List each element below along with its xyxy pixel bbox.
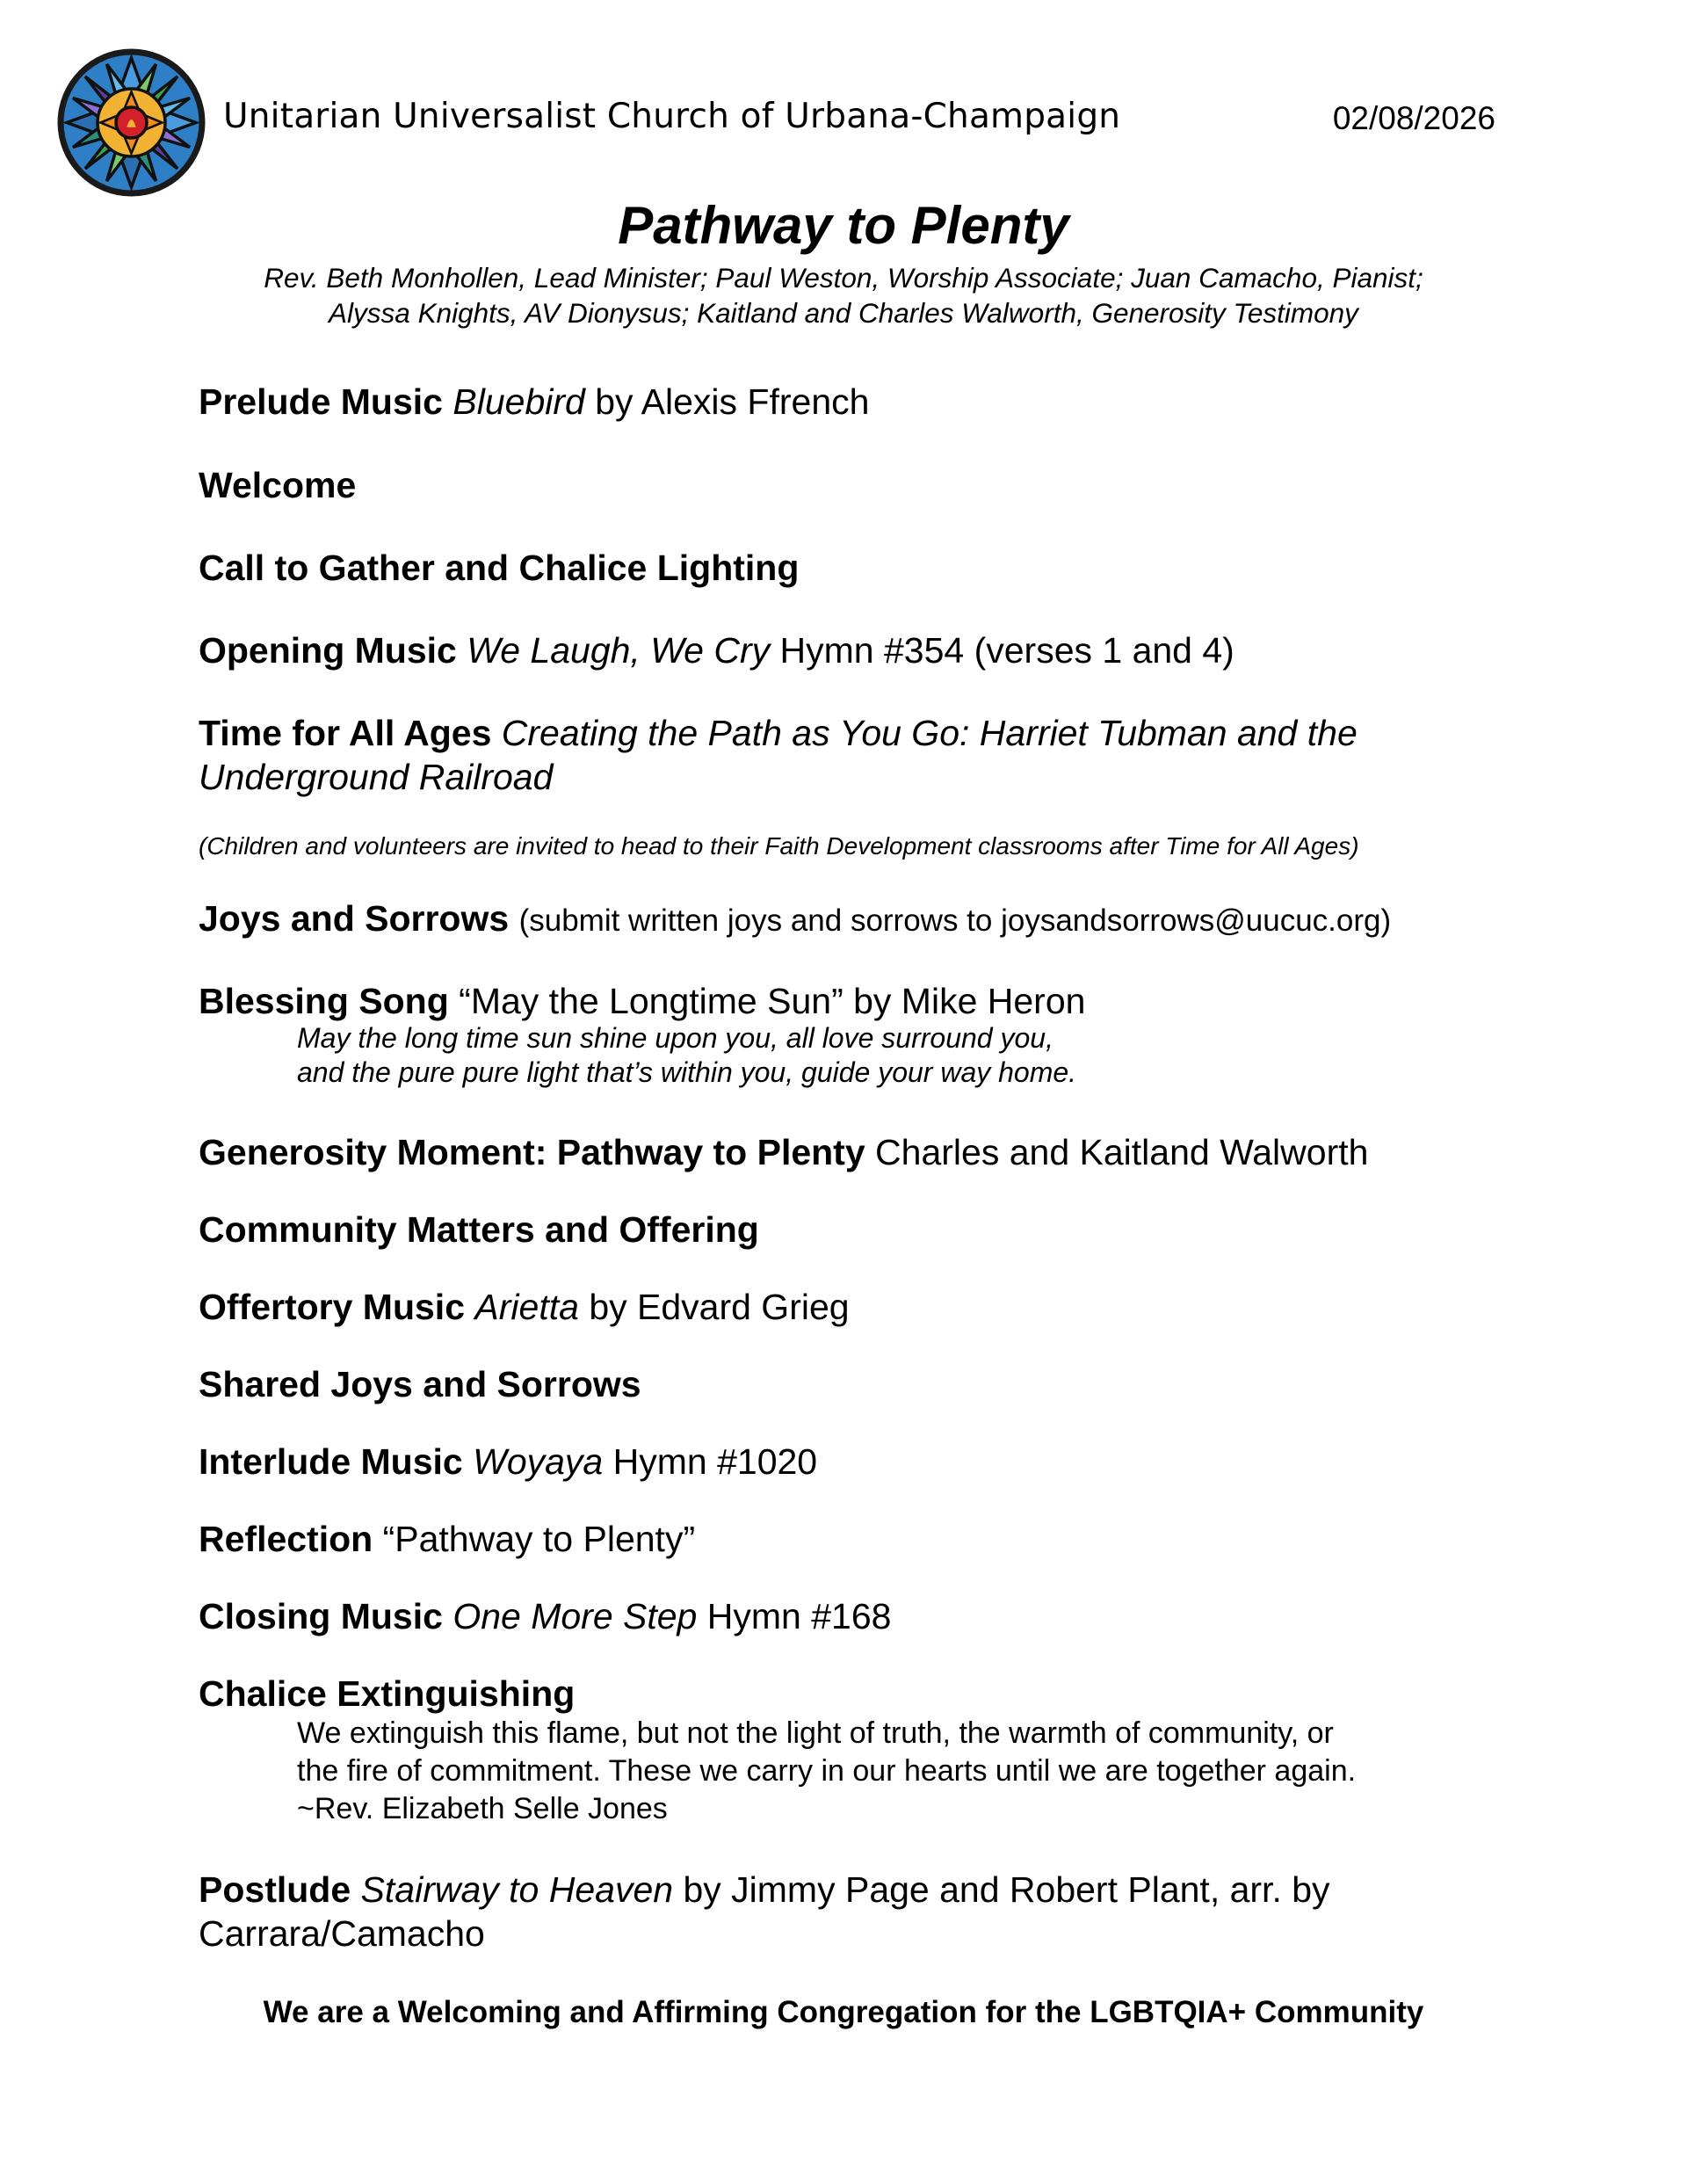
piece-detail: Hymn #168 — [706, 1596, 892, 1636]
item-label: Chalice Extinguishing — [199, 1673, 576, 1714]
item-label: Generosity Moment: Pathway to Plenty — [199, 1132, 865, 1172]
time-for-all-ages-item — [199, 711, 1499, 799]
credits-line-1: Rev. Beth Monhollen, Lead Minister; Paul Weston, Worship Associate; Juan Camacho, Pianist; — [264, 262, 1423, 294]
item-label: Community Matters and Offering — [199, 1209, 759, 1250]
joys-instructions: (submit written joys and sorrows to joysandsorrows@uucuc.org) — [518, 903, 1392, 938]
item-label: Joys and Sorrows — [199, 898, 510, 939]
item-label: Blessing Song — [199, 981, 449, 1021]
blessing-song-item — [199, 979, 1499, 1023]
piece-title: Woyaya — [473, 1441, 604, 1482]
piece-detail: by Alexis Ffrench — [595, 381, 870, 422]
piece-detail: by Edvard Grieg — [589, 1287, 850, 1327]
piece-title: Stairway to Heaven — [360, 1869, 674, 1910]
church-name: Unitarian Universalist Church of Urbana-Champaign — [223, 97, 1121, 136]
closing-music-item — [199, 1594, 1499, 1638]
piece-title: Arietta — [474, 1287, 579, 1327]
item-label: Closing Music — [199, 1596, 443, 1636]
community-matters-item — [199, 1208, 1499, 1252]
blessing-lyrics — [297, 1021, 1510, 1090]
item-label: Shared Joys and Sorrows — [199, 1364, 641, 1404]
prelude-item — [199, 380, 1499, 424]
church-logo-icon — [54, 46, 208, 200]
item-label: Opening Music — [199, 630, 457, 671]
chalice-extinguishing-item — [199, 1672, 1499, 1716]
words-line-2: the fire of commitment. These we carry in our hearts until we are together again. — [297, 1754, 1357, 1788]
postlude-item — [199, 1868, 1499, 1955]
words-attribution: ~Rev. Elizabeth Selle Jones — [297, 1792, 668, 1825]
welcoming-statement: We are a Welcoming and Affirming Congregation for the LGBTQIA+ Community — [263, 1995, 1424, 2029]
children-note: (Children and volunteers are invited to head to their Faith Development classrooms after Time for All Ages) — [199, 832, 1359, 860]
item-label: Welcome — [199, 465, 357, 505]
piece-detail-line-1: by Jimmy Page and Robert Plant, arr. by — [683, 1869, 1330, 1910]
item-label: Call to Gather and Chalice Lighting — [199, 548, 800, 588]
welcome-item — [199, 463, 1499, 507]
words-line-1: We extinguish this flame, but not the light of truth, the warmth of community, or — [297, 1716, 1334, 1750]
item-label: Reflection — [199, 1519, 373, 1559]
piece-detail: Hymn #354 (verses 1 and 4) — [779, 630, 1234, 671]
item-label: Offertory Music — [199, 1287, 465, 1327]
presenters: Charles and Kaitland Walworth — [875, 1132, 1369, 1172]
service-date: 02/08/2026 — [1332, 100, 1495, 136]
reflection-item — [199, 1517, 1499, 1561]
item-label: Prelude Music — [199, 381, 443, 422]
interlude-music-item — [199, 1440, 1499, 1484]
lyric-line-2: and the pure pure light that’s within you, guide your way home. — [297, 1056, 1077, 1088]
story-title-line-1: Creating the Path as You Go: Harriet Tubman and the — [501, 713, 1358, 753]
piece-detail: Hymn #1020 — [612, 1441, 818, 1482]
opening-music-item — [199, 628, 1499, 672]
service-credits — [0, 260, 1687, 330]
joys-and-sorrows-item — [199, 896, 1499, 943]
piece-title: We Laugh, We Cry — [467, 630, 771, 671]
shared-joys-item — [199, 1362, 1499, 1406]
story-title-line-2: Underground Railroad — [199, 757, 554, 797]
page-title: Pathway to Plenty — [618, 196, 1069, 255]
credits-line-2: Alyssa Knights, AV Dionysus; Kaitland and Charles Walworth, Generosity Testimony — [329, 297, 1358, 329]
item-label: Postlude — [199, 1869, 351, 1910]
piece-detail: “May the Longtime Sun” by Mike Heron — [459, 981, 1086, 1021]
piece-detail-line-2: Carrara/Camacho — [199, 1913, 485, 1954]
piece-title: Bluebird — [453, 381, 585, 422]
item-label: Time for All Ages — [199, 713, 492, 753]
offertory-music-item — [199, 1285, 1499, 1329]
piece-title: One More Step — [453, 1596, 698, 1636]
item-label: Interlude Music — [199, 1441, 463, 1482]
reflection-title: “Pathway to Plenty” — [382, 1519, 696, 1559]
generosity-moment-item — [199, 1130, 1499, 1174]
call-to-gather-item — [199, 546, 1499, 590]
header — [54, 46, 1495, 204]
lyric-line-1: May the long time sun shine upon you, all love surround you, — [297, 1022, 1053, 1054]
extinguishing-words — [297, 1715, 1510, 1828]
